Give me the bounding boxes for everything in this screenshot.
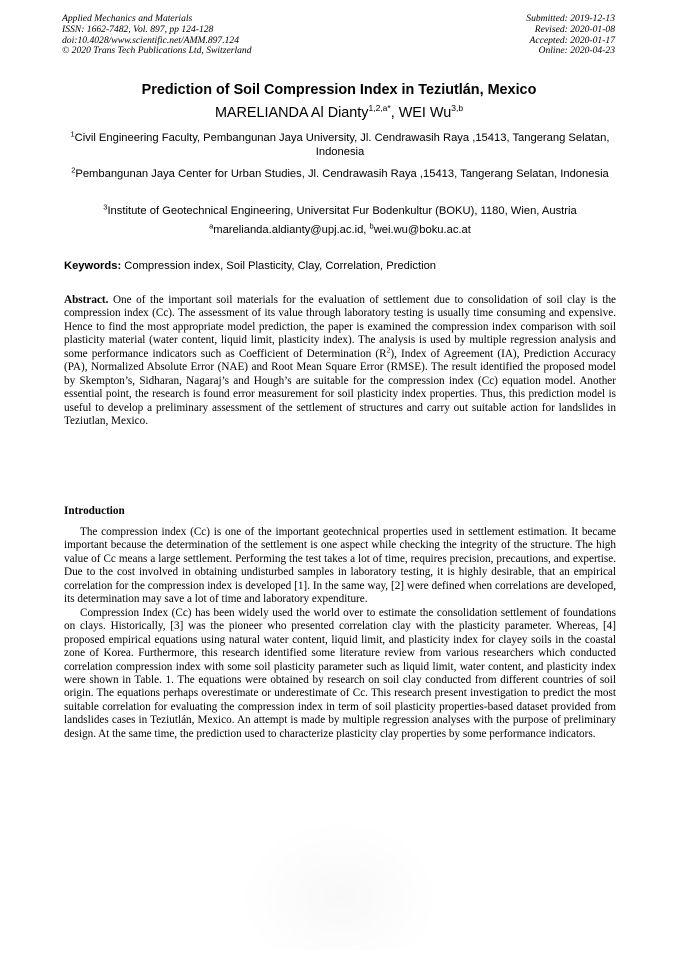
- author-superscript: 1,2,a*: [368, 103, 391, 114]
- affiliation-text: Civil Engineering Faculty, Pembangunan Jaya University, Jl. Cendrawasih Raya ,15413, Tangerang Selatan, Indonesia: [74, 132, 610, 158]
- author-list: [0, 104, 678, 122]
- email-link[interactable]: marelianda.aldianty@upj.ac.id,: [213, 224, 367, 236]
- publication-dates: [526, 14, 615, 57]
- email-marker: a: [209, 221, 214, 231]
- affiliation-text: Institute of Geotechnical Engineering, Universitat Fur Bodenkultur (BOKU), 1180, Wien, Austria: [107, 205, 577, 217]
- affiliation-text: Pembangunan Jaya Center for Urban Studies, Jl. Cendrawasih Raya ,15413, Tangerang Selatan, Indonesia: [75, 168, 609, 180]
- keywords-text: Compression index, Soil Plasticity, Clay, Correlation, Prediction: [121, 260, 437, 272]
- email-marker: b: [369, 221, 374, 231]
- date-submitted: Submitted: 2019-12-13: [526, 13, 615, 24]
- email-link[interactable]: wei.wu@boku.ac.at: [373, 224, 471, 236]
- abstract-text: ), Index of Agreement (IA), Prediction Accuracy (PA), Normalized Absolute Error (NAE) and Root Mean Square Error (RMSE). The result identified the proposed model by Skempton’s, Sidharan, Nagaraj’s and Hough’s are suitable for the compression index (Cc) equation model. Another essential point, the research is found error measurement for soil plasticity index properties. Thus, this prediction model is useful to develop a preliminary assessment of the settlement of structures and carry out suitable action for landslides in Teziutlan, Mexico.: [64, 347, 616, 428]
- journal-issn: ISSN: 1662-7482, Vol. 897, pp 124-128: [62, 23, 214, 35]
- affiliation-number: 3: [103, 202, 108, 212]
- affiliation: [64, 131, 616, 159]
- section-heading-introduction: Introduction: [64, 505, 125, 517]
- watermark: [240, 820, 440, 950]
- paragraph: Compression Index (Cc) has been widely used the world over to estimate the consolidation settlement of foundations on clays. Historically, [3] was the pioneer who presented correlation clay with the plasticity parameter. Whereas, [4] proposed empirical equations using natural water content, liquid limit, and plasticity index for clayey soils in the coastal zone of Korea. Furthermore, this research identified some literature review from various researchers which conducted correlation compression index with some soil plasticity parameter such as liquid limit, water content, and plasticity index were shown in Table. 1. The equations were obtained by research on soil clay conducted from different countries of soil origin. The equations perhaps overestimate or underestimate of Cc. This research present investigation to predict the most suitable correlation for evaluating the compression index in term of soil plasticity properties-based dataset provided from landslides cases in Teziutlán, Mexico. An attempt is made by multiple regression analyses with the purpose of preliminary design. At the same time, the prediction used to characterize plasticity clay properties by some performance indicators.: [64, 606, 616, 740]
- date-online: Online: 2020-04-23: [538, 45, 615, 57]
- abstract-text: One of the important soil materials for the evaluation of settlement due to consolidation of soil clay is the compression index (Cc). The assessment of its value through laboratory testing is usually time consuming and expensive. Hence to find the most appropriate model prediction, the paper is examined the compression index comparison with soil plasticity material (water content, liquid limit, plasticity index). The analysis is used by multiple regression analysis and some performance indicators such as Coefficient of Determination (R: [64, 294, 616, 360]
- date-revised: Revised: 2020-01-08: [534, 23, 615, 35]
- journal-name: Applied Mechanics and Materials: [62, 13, 193, 24]
- affiliation: [64, 204, 616, 218]
- author-separator: ,: [390, 105, 399, 121]
- journal-info: [62, 14, 252, 57]
- date-accepted: Accepted: 2020-01-17: [529, 34, 615, 46]
- abstract: [64, 294, 616, 429]
- journal-copyright: © 2020 Trans Tech Publications Ltd, Switzerland: [62, 45, 252, 57]
- keywords-label: Keywords:: [64, 260, 122, 272]
- affiliation: [64, 167, 616, 181]
- affiliation-number: 2: [71, 165, 76, 175]
- paragraph: The compression index (Cc) is one of the important geotechnical properties used in settlement estimation. It became important because the determination of the settlement is one aspect while checking the integrity of the structure. The high value of Cc means a large settlement. Performing the test takes a lot of time, requires precision, precautions, and expertise. Due to the cost involved in obtaining undisturbed samples in laboratory testing, it is highly desirable, that an empirical correlation for the compression index is developed [1]. In the same way, [2] were defined when correlations are developed, its determination may save a lot of time and laboratory expenditure.: [64, 526, 616, 606]
- abstract-label: Abstract.: [64, 294, 109, 306]
- paper-title: Prediction of Soil Compression Index in Teziutlán, Mexico: [141, 82, 537, 98]
- introduction-body: [64, 526, 616, 741]
- author-emails: [64, 223, 616, 237]
- author-name: MARELIANDA Al Dianty: [214, 105, 369, 121]
- affiliation-number: 1: [70, 129, 75, 139]
- journal-doi: doi:10.4028/www.scientific.net/AMM.897.124: [62, 34, 240, 46]
- author-superscript: 3,b: [451, 103, 464, 114]
- r-squared-superscript: 2: [386, 345, 391, 355]
- author-name: WEI Wu: [398, 105, 452, 121]
- keywords: [64, 259, 616, 273]
